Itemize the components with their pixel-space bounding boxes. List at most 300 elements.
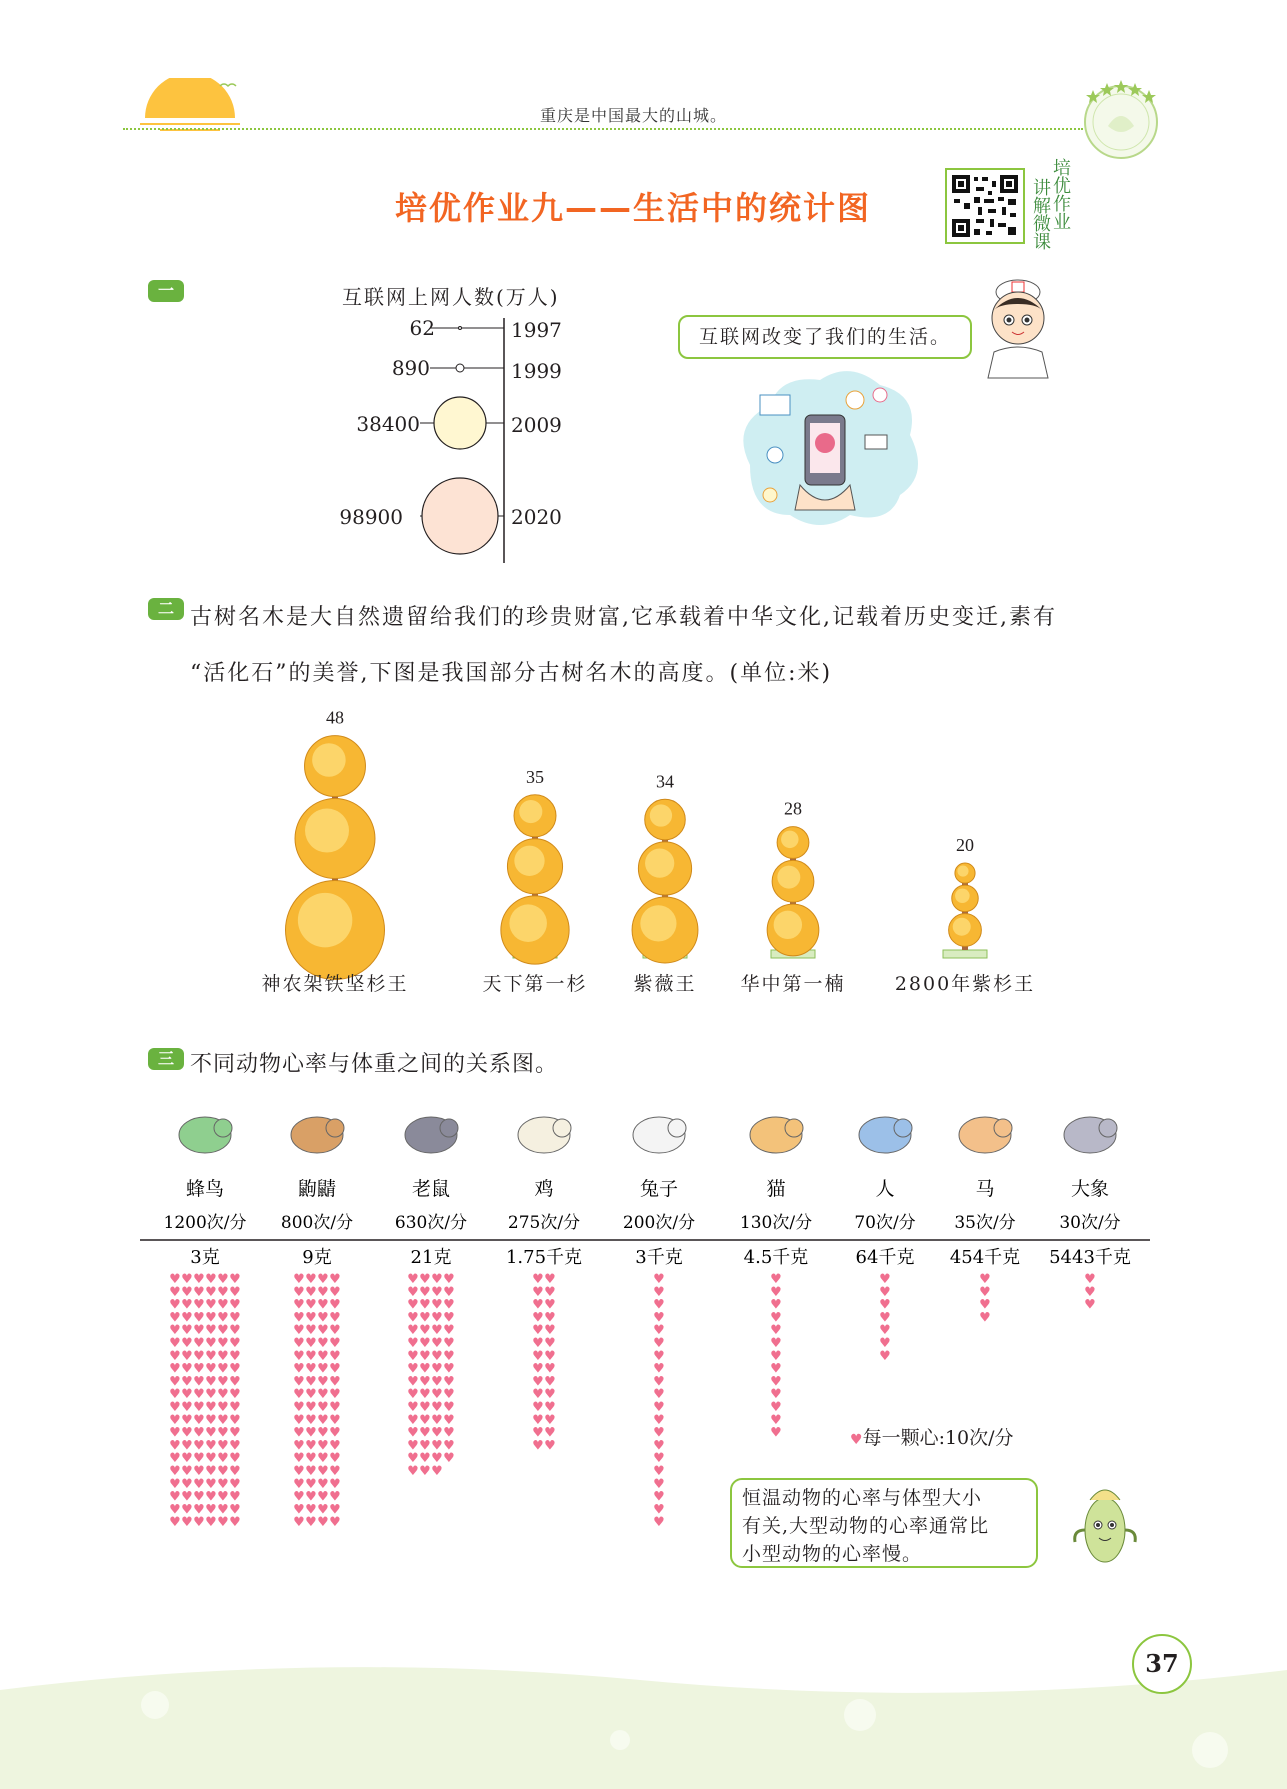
- heart-mark: ♥: [329, 1387, 341, 1403]
- heart-mark: ♥: [229, 1284, 241, 1300]
- heart-mark: ♥: [169, 1361, 181, 1377]
- heart-mark: ♥: [431, 1348, 443, 1364]
- heart-mark: ♥: [770, 1412, 782, 1428]
- heart-mark: ♥: [419, 1374, 431, 1390]
- heart-mark: ♥: [329, 1284, 341, 1300]
- heart-mark: ♥: [293, 1348, 305, 1364]
- heart-mark: ♥: [181, 1310, 193, 1326]
- sun-illustration: [140, 78, 240, 134]
- internet-year-2020: 2020: [511, 505, 562, 529]
- heart-mark: ♥: [193, 1310, 205, 1326]
- heart-mark: ♥: [317, 1323, 329, 1339]
- heart-mark: ♥: [979, 1310, 991, 1326]
- heart-mark: ♥: [419, 1464, 431, 1479]
- heart-mark: ♥: [293, 1412, 305, 1428]
- heart-mark: ♥: [293, 1515, 305, 1531]
- heart-mark: ♥: [407, 1310, 419, 1326]
- heart-mark: ♥: [217, 1515, 229, 1531]
- section2-text-line1: 古树名木是大自然遗留给我们的珍贵财富,它承载着中华文化,记载着历史变迁,素有: [190, 605, 1057, 630]
- heart-mark: ♥: [305, 1412, 317, 1428]
- heart-mark: ♥: [770, 1425, 782, 1441]
- heart-mark: ♥: [229, 1374, 241, 1390]
- heart-mark: ♥: [419, 1425, 431, 1441]
- qr-code-icon[interactable]: [945, 168, 1025, 244]
- section-badge-3: 三: [148, 1048, 184, 1070]
- heart-mark: ♥: [431, 1361, 443, 1377]
- heart-mark: ♥: [544, 1297, 556, 1313]
- internet-value-2020: 98900: [339, 505, 403, 529]
- heart-mark: ♥: [407, 1438, 419, 1454]
- heart-mark: ♥: [879, 1336, 891, 1351]
- section-badge-1: 一: [148, 280, 184, 302]
- heart-mark: ♥: [329, 1310, 341, 1326]
- heart-mark: ♥: [305, 1361, 317, 1377]
- heart-mark: ♥: [193, 1374, 205, 1390]
- heart-mark: ♥: [181, 1374, 193, 1390]
- heart-mark: ♥: [329, 1348, 341, 1364]
- heart-mark: ♥: [653, 1272, 665, 1287]
- heart-mark: ♥: [879, 1284, 891, 1300]
- heart-mark: ♥: [205, 1476, 217, 1492]
- heart-mark: ♥: [305, 1400, 317, 1415]
- heart-mark: ♥: [169, 1502, 181, 1518]
- heart-mark: ♥: [770, 1336, 782, 1351]
- tree-crown-highlight: [774, 911, 802, 939]
- animal-head-icon: [214, 1119, 232, 1137]
- heart-mark: ♥: [229, 1515, 241, 1531]
- heart-mark: ♥: [431, 1387, 443, 1403]
- heart-mark: ♥: [544, 1412, 556, 1428]
- heart-mark: ♥: [305, 1502, 317, 1518]
- weight-label: 3千克: [635, 1247, 683, 1268]
- heart-mark: ♥: [407, 1272, 419, 1287]
- heart-mark: ♥: [169, 1451, 181, 1467]
- heart-mark: ♥: [293, 1272, 305, 1287]
- heart-mark: ♥: [229, 1502, 241, 1518]
- heart-mark: ♥: [407, 1297, 419, 1313]
- heart-mark: ♥: [1084, 1284, 1096, 1300]
- heart-mark: ♥: [169, 1464, 181, 1479]
- heart-mark: ♥: [653, 1438, 665, 1454]
- header-divider: [123, 128, 1083, 130]
- tree-crown-highlight: [645, 848, 674, 877]
- heart-mark: ♥: [169, 1425, 181, 1441]
- bubble-2020: [422, 478, 498, 554]
- internet-illustration: [730, 365, 920, 550]
- heart-mark: ♥: [181, 1272, 193, 1287]
- heart-mark: ♥: [544, 1361, 556, 1377]
- heart-mark: ♥: [217, 1361, 229, 1377]
- tree-category-label: 紫薇王: [633, 973, 697, 995]
- heart-mark: ♥: [431, 1374, 443, 1390]
- heart-mark: ♥: [443, 1310, 455, 1326]
- internet-year-1997: 1997: [511, 318, 562, 342]
- heart-mark: ♥: [193, 1489, 205, 1505]
- heart-mark: ♥: [770, 1284, 782, 1300]
- heart-rate-label: 275次/分: [507, 1213, 581, 1233]
- heart-mark: ♥: [229, 1348, 241, 1364]
- tree-bar: [285, 736, 384, 980]
- heart-mark: ♥: [205, 1489, 217, 1505]
- heart-mark: ♥: [407, 1323, 419, 1339]
- internet-value-2009: 38400: [356, 412, 420, 436]
- tree-value-label: 34: [656, 771, 674, 792]
- heart-mark: ♥: [317, 1400, 329, 1415]
- heart-mark: ♥: [169, 1400, 181, 1415]
- heart-mark: ♥: [544, 1400, 556, 1415]
- heart-mark: ♥: [229, 1400, 241, 1415]
- animal-name: 大象: [1070, 1178, 1110, 1200]
- heart-mark: ♥: [653, 1361, 665, 1377]
- heart-mark: ♥: [419, 1451, 431, 1467]
- heart-mark: ♥: [193, 1515, 205, 1531]
- bubble-1999: [456, 364, 464, 372]
- heart-mark: ♥: [205, 1502, 217, 1518]
- heart-mark: ♥: [653, 1297, 665, 1313]
- heart-mark: ♥: [329, 1272, 341, 1287]
- section2-text-line2: “活化石”的美誉,下图是我国部分古树名木的高度。(单位:米): [190, 661, 833, 686]
- heart-mark: ♥: [305, 1374, 317, 1390]
- heart-mark: ♥: [1084, 1297, 1096, 1313]
- heart-mark: ♥: [329, 1502, 341, 1518]
- heart-mark: ♥: [653, 1284, 665, 1300]
- heart-mark: ♥: [329, 1515, 341, 1531]
- tree-bar: [501, 795, 569, 964]
- animal-head-icon: [668, 1119, 686, 1137]
- heart-mark: ♥: [419, 1323, 431, 1339]
- tree-bar: [632, 799, 698, 963]
- heart-mark: ♥: [293, 1387, 305, 1403]
- heart-legend: [850, 1423, 1014, 1450]
- heart-mark: ♥: [193, 1464, 205, 1479]
- heart-mark: ♥: [419, 1412, 431, 1428]
- heart-mark: ♥: [532, 1323, 544, 1339]
- heart-mark: ♥: [329, 1412, 341, 1428]
- heart-mark: ♥: [317, 1348, 329, 1364]
- heart-mark: ♥: [193, 1425, 205, 1441]
- heart-mark: ♥: [293, 1451, 305, 1467]
- animal-name: 鼩鼱: [297, 1178, 337, 1200]
- animal-name: 兔子: [639, 1178, 679, 1200]
- heart-mark: ♥: [532, 1361, 544, 1377]
- heart-mark: ♥: [431, 1272, 443, 1287]
- heart-mark: ♥: [293, 1502, 305, 1518]
- tree-category-label: 华中第一楠: [740, 973, 846, 995]
- heart-mark: ♥: [532, 1310, 544, 1326]
- heart-mark: ♥: [329, 1489, 341, 1505]
- heart-mark: ♥: [217, 1336, 229, 1351]
- heart-mark: ♥: [431, 1464, 443, 1479]
- heart-mark: ♥: [169, 1412, 181, 1428]
- publisher-logo-icon: [1078, 76, 1164, 162]
- heart-mark: ♥: [443, 1284, 455, 1300]
- animal-name: 猫: [766, 1178, 786, 1200]
- heart-mark: ♥: [544, 1272, 556, 1287]
- heart-mark: ♥: [293, 1374, 305, 1390]
- heart-mark: ♥: [293, 1464, 305, 1479]
- weight-label: 454千克: [949, 1247, 1021, 1268]
- heart-mark: ♥: [317, 1502, 329, 1518]
- tree-crown-highlight: [305, 809, 349, 853]
- heart-mark: ♥: [653, 1515, 665, 1531]
- heart-mark: ♥: [407, 1451, 419, 1467]
- heart-mark: ♥: [217, 1412, 229, 1428]
- heart-mark: ♥: [544, 1323, 556, 1339]
- heart-mark: ♥: [169, 1476, 181, 1492]
- heart-mark: ♥: [217, 1348, 229, 1364]
- heart-mark: ♥: [305, 1489, 317, 1505]
- heart-mark: ♥: [193, 1387, 205, 1403]
- tree-crown-highlight: [953, 918, 971, 936]
- heart-mark: ♥: [305, 1476, 317, 1492]
- heart-mark: ♥: [443, 1297, 455, 1313]
- tree-crown-highlight: [781, 831, 798, 848]
- heart-mark: ♥: [544, 1425, 556, 1441]
- heart-mark: ♥: [653, 1374, 665, 1390]
- heart-mark: ♥: [443, 1348, 455, 1364]
- section-badge-2: 二: [148, 598, 184, 620]
- animal-head-icon: [785, 1119, 803, 1137]
- heart-mark: ♥: [217, 1310, 229, 1326]
- heart-mark: ♥: [653, 1464, 665, 1479]
- animal-head-icon: [553, 1119, 571, 1137]
- heart-mark: ♥: [293, 1476, 305, 1492]
- tree-bar: [767, 827, 819, 958]
- heart-mark: ♥: [770, 1310, 782, 1326]
- heart-mark: ♥: [532, 1425, 544, 1441]
- heart-mark: ♥: [443, 1323, 455, 1339]
- heart-mark: ♥: [532, 1348, 544, 1364]
- heart-mark: ♥: [317, 1374, 329, 1390]
- heart-mark: ♥: [169, 1438, 181, 1454]
- heart-mark: ♥: [419, 1361, 431, 1377]
- heart-mark: ♥: [169, 1515, 181, 1531]
- weight-label: 3克: [190, 1247, 220, 1268]
- heart-mark: ♥: [419, 1400, 431, 1415]
- heart-mark: ♥: [770, 1400, 782, 1415]
- heart-mark: ♥: [181, 1451, 193, 1467]
- heart-mark: ♥: [317, 1438, 329, 1454]
- heart-mark: ♥: [205, 1451, 217, 1467]
- heart-mark: ♥: [329, 1400, 341, 1415]
- heart-mark: ♥: [443, 1387, 455, 1403]
- heart-mark: ♥: [181, 1297, 193, 1313]
- qr-label-explain: 讲解微课: [1030, 178, 1051, 250]
- tree-base: [943, 950, 987, 958]
- bubble-2009: [434, 397, 486, 449]
- heart-rate-label: 800次/分: [280, 1213, 354, 1233]
- heart-mark: ♥: [532, 1387, 544, 1403]
- weight-label: 21克: [410, 1247, 452, 1268]
- heart-mark: ♥: [193, 1272, 205, 1287]
- heart-rate-label: 35次/分: [954, 1213, 1016, 1233]
- heart-mark: ♥: [293, 1361, 305, 1377]
- tree-crown-highlight: [514, 846, 544, 876]
- heart-mark: ♥: [305, 1438, 317, 1454]
- internet-year-1999: 1999: [511, 359, 562, 383]
- heart-mark: ♥: [443, 1451, 455, 1467]
- heart-mark: ♥: [305, 1348, 317, 1364]
- heart-mark: ♥: [169, 1489, 181, 1505]
- bubble-1997: [459, 327, 462, 330]
- heart-mark: ♥: [305, 1272, 317, 1287]
- heart-mark: ♥: [419, 1310, 431, 1326]
- heart-mark: ♥: [229, 1387, 241, 1403]
- tree-value-label: 28: [784, 798, 802, 819]
- animal-name: 马: [975, 1178, 995, 1200]
- heart-mark: ♥: [317, 1412, 329, 1428]
- heart-mark: ♥: [229, 1464, 241, 1479]
- heart-mark: ♥: [879, 1348, 891, 1364]
- heart-mark: ♥: [544, 1310, 556, 1326]
- heart-mark: ♥: [229, 1323, 241, 1339]
- heart-mark: ♥: [205, 1348, 217, 1364]
- heart-mark: ♥: [205, 1374, 217, 1390]
- heart-mark: ♥: [169, 1387, 181, 1403]
- header-motto: 重庆是中国最大的山城。: [540, 106, 728, 125]
- animal-name: 老鼠: [411, 1178, 451, 1200]
- weight-label: 64千克: [855, 1247, 915, 1268]
- heart-mark: ♥: [770, 1387, 782, 1403]
- heart-mark: ♥: [193, 1451, 205, 1467]
- heart-mark: ♥: [879, 1323, 891, 1339]
- heart-mark: ♥: [653, 1451, 665, 1467]
- heart-mark: ♥: [317, 1297, 329, 1313]
- heart-mark: ♥: [532, 1297, 544, 1313]
- internet-year-2009: 2009: [511, 413, 562, 437]
- section2-description: [190, 590, 1190, 702]
- heart-mark: ♥: [443, 1361, 455, 1377]
- heart-mark: ♥: [205, 1464, 217, 1479]
- animal-head-icon: [440, 1119, 458, 1137]
- heart-mark: ♥: [293, 1438, 305, 1454]
- heart-mark: ♥: [193, 1336, 205, 1351]
- tree-value-label: 48: [326, 707, 344, 728]
- animal-name: 蜂鸟: [185, 1178, 225, 1200]
- heart-mark: ♥: [431, 1323, 443, 1339]
- heart-mark: ♥: [431, 1310, 443, 1326]
- heart-mark: ♥: [181, 1387, 193, 1403]
- heart-mark: ♥: [205, 1412, 217, 1428]
- heart-mark: ♥: [544, 1336, 556, 1351]
- heart-mark: ♥: [407, 1374, 419, 1390]
- heart-mark: ♥: [217, 1451, 229, 1467]
- footer-background: [0, 1650, 1287, 1789]
- heart-mark: ♥: [431, 1425, 443, 1441]
- heart-mark: ♥: [317, 1464, 329, 1479]
- heart-mark: ♥: [443, 1400, 455, 1415]
- heart-mark: ♥: [205, 1310, 217, 1326]
- tree-crown-highlight: [957, 866, 968, 877]
- page-title: 培优作业九——生活中的统计图: [395, 189, 872, 227]
- animal-head-icon: [326, 1119, 344, 1137]
- heart-mark: ♥: [770, 1297, 782, 1313]
- heart-mark: ♥: [329, 1438, 341, 1454]
- heart-mark: ♥: [205, 1438, 217, 1454]
- animal-head-icon: [1099, 1119, 1117, 1137]
- heart-mark: ♥: [431, 1336, 443, 1351]
- heart-mark: ♥: [229, 1476, 241, 1492]
- heart-mark: ♥: [305, 1323, 317, 1339]
- heart-mark: ♥: [181, 1515, 193, 1531]
- heart-mark: ♥: [317, 1361, 329, 1377]
- heart-mark: ♥: [443, 1438, 455, 1454]
- heart-mark: ♥: [293, 1323, 305, 1339]
- heart-mark: ♥: [532, 1336, 544, 1351]
- heart-mark: ♥: [544, 1348, 556, 1364]
- heart-mark: ♥: [205, 1336, 217, 1351]
- tree-category-label: 天下第一杉: [482, 973, 588, 995]
- heart-mark: ♥: [193, 1412, 205, 1428]
- heart-mark: ♥: [431, 1400, 443, 1415]
- heart-mark: ♥: [407, 1336, 419, 1351]
- heart-mark: ♥: [653, 1348, 665, 1364]
- heart-mark: ♥: [770, 1361, 782, 1377]
- heart-mark: ♥: [431, 1284, 443, 1300]
- qr-label-homework: 培优作业: [1050, 158, 1071, 230]
- heart-rate-label: 130次/分: [739, 1213, 813, 1233]
- animal-head-icon: [994, 1119, 1012, 1137]
- heart-mark: ♥: [879, 1272, 891, 1287]
- tree-crown-highlight: [298, 893, 352, 947]
- heart-mark: ♥: [169, 1284, 181, 1300]
- weight-label: 9克: [302, 1247, 332, 1268]
- heart-mark: ♥: [653, 1336, 665, 1351]
- heart-mark: ♥: [431, 1451, 443, 1467]
- tree-crown-highlight: [650, 804, 672, 826]
- heart-mark: ♥: [770, 1348, 782, 1364]
- tree-value-label: 20: [956, 835, 974, 855]
- heart-mark: ♥: [169, 1272, 181, 1287]
- ancient-tree-chart: [230, 700, 1090, 1020]
- heart-mark: ♥: [407, 1400, 419, 1415]
- heart-mark: ♥: [532, 1272, 544, 1287]
- heart-mark: ♥: [181, 1502, 193, 1518]
- heart-rate-label: 1200次/分: [163, 1213, 247, 1233]
- heart-mark: ♥: [217, 1323, 229, 1339]
- heart-mark: ♥: [205, 1297, 217, 1313]
- tree-category-label: 2800年紫杉王: [894, 973, 1036, 995]
- heart-mark: ♥: [317, 1515, 329, 1531]
- heart-mark: ♥: [217, 1387, 229, 1403]
- heart-mark: ♥: [217, 1374, 229, 1390]
- heart-mark: ♥: [205, 1284, 217, 1300]
- heart-mark: ♥: [329, 1464, 341, 1479]
- heart-mark: ♥: [770, 1272, 782, 1287]
- heart-mark: ♥: [329, 1425, 341, 1441]
- weight-label: 1.75千克: [505, 1247, 583, 1268]
- heart-mark: ♥: [407, 1348, 419, 1364]
- heart-mark: ♥: [443, 1272, 455, 1287]
- heart-legend-text: 每一颗心:10次/分: [862, 1427, 1014, 1449]
- note-line-1: 恒温动物的心率与体型大小: [742, 1487, 983, 1509]
- heart-rate-chart: [140, 1100, 1150, 1540]
- heart-mark: ♥: [407, 1284, 419, 1300]
- heart-mark: ♥: [305, 1451, 317, 1467]
- tree-value-label: 35: [526, 766, 544, 787]
- heart-mark: ♥: [205, 1400, 217, 1415]
- heart-mark: ♥: [181, 1412, 193, 1428]
- tree-crown-highlight: [312, 743, 346, 777]
- heart-mark: ♥: [217, 1438, 229, 1454]
- heart-mark: ♥: [193, 1400, 205, 1415]
- heart-mark: ♥: [879, 1297, 891, 1313]
- heart-mark: ♥: [419, 1284, 431, 1300]
- heart-mark: ♥: [329, 1361, 341, 1377]
- heart-mark: ♥: [293, 1336, 305, 1351]
- heart-mark: ♥: [181, 1464, 193, 1479]
- heart-mark: ♥: [217, 1400, 229, 1415]
